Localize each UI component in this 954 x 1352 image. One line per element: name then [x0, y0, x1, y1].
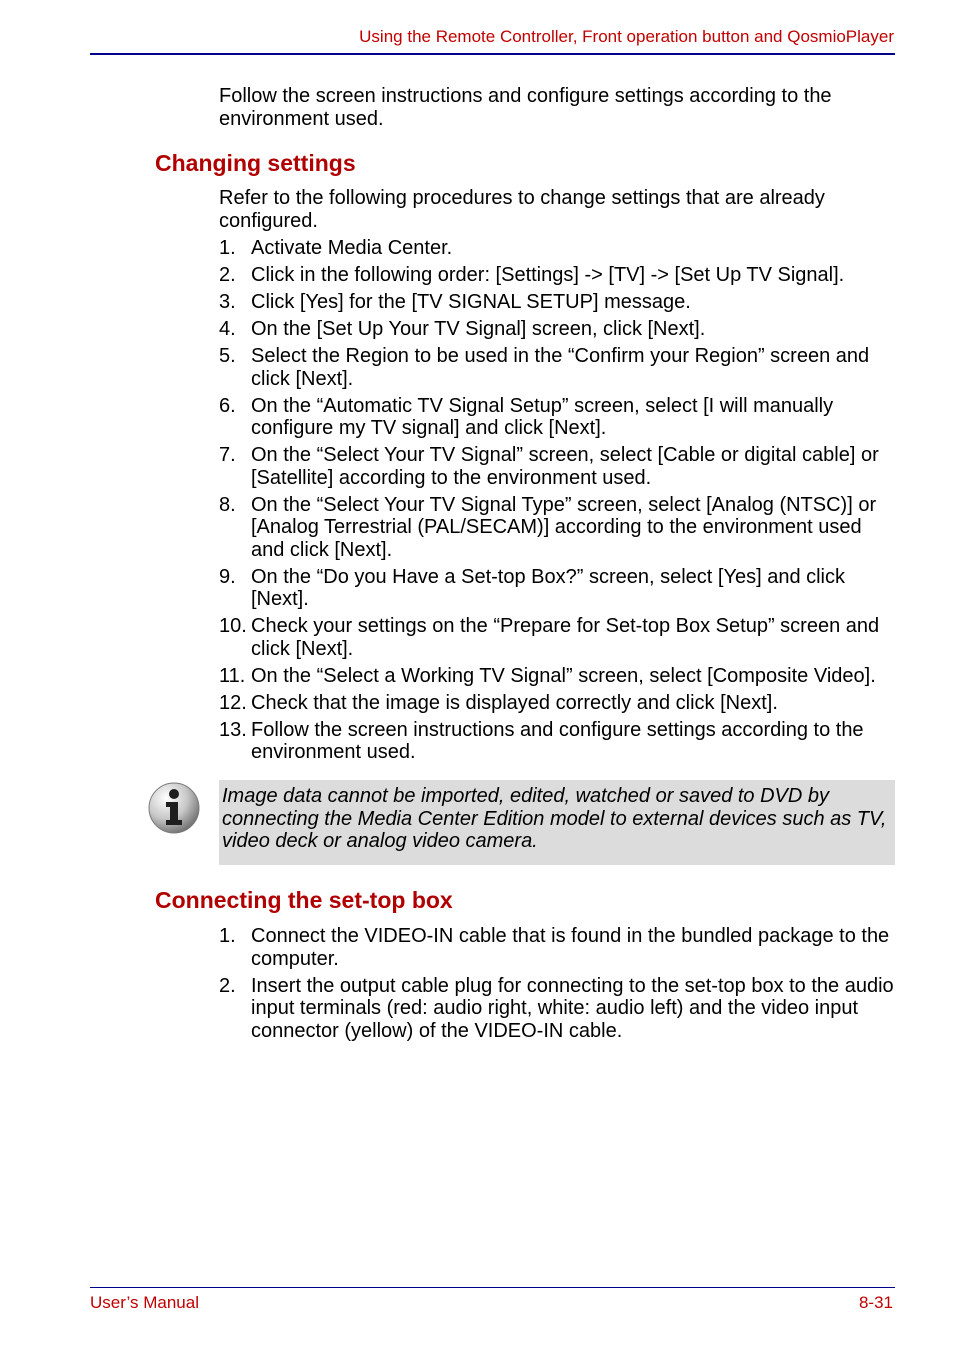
step-text: Select the Region to be used in the “Confirm your Region” screen and click [Next]. — [251, 345, 870, 390]
footer-rule — [90, 1287, 895, 1288]
heading-connecting-set-top-box: Connecting the set-top box — [155, 887, 453, 913]
info-icon — [147, 781, 201, 835]
list-item — [219, 692, 895, 715]
step-number: 4. — [219, 318, 236, 340]
running-header: Using the Remote Controller, Front operation button and QosmioPlayer — [359, 27, 894, 46]
step-number: 3. — [219, 291, 236, 313]
step-number: 2. — [219, 974, 236, 997]
step-text: Insert the output cable plug for connecting to the set-top box to the audio input terminals (red: audio right, white: audio left) and the video input connector (yellow) of the VIDEO-IN cable. — [251, 974, 894, 1042]
step-text: Check your settings on the “Prepare for Set-top Box Setup” screen and click [Next]. — [251, 615, 880, 660]
step-number: 5. — [219, 345, 236, 367]
step-text: On the [Set Up Your TV Signal] screen, click [Next]. — [251, 318, 706, 340]
list-item — [219, 615, 895, 660]
connecting-steps — [219, 925, 895, 1047]
step-text: Follow the screen instructions and configure settings according to the environment used. — [251, 718, 864, 763]
note-text: Image data cannot be imported, edited, watched or saved to DVD by connecting the Media Center Edition model to external devices such as TV, video deck or analog video camera. — [222, 785, 887, 852]
intro-paragraph: Follow the screen instructions and configure settings according to the environment used. — [219, 85, 832, 130]
list-item — [219, 237, 895, 260]
list-item — [219, 444, 895, 489]
step-number: 2. — [219, 264, 236, 286]
step-text: Click in the following order: [Settings] -> [TV] -> [Set Up TV Signal]. — [251, 264, 845, 286]
step-number: 9. — [219, 565, 236, 588]
step-text: Activate Media Center. — [251, 237, 453, 259]
heading-changing-settings: Changing settings — [155, 150, 356, 176]
step-number: 1. — [219, 925, 236, 947]
list-item — [219, 975, 895, 1043]
step-text: On the “Select a Working TV Signal” screen, select [Composite Video]. — [251, 664, 876, 687]
step-number: 6. — [219, 394, 236, 417]
page-number: 8-31 — [858, 1293, 893, 1312]
list-item — [219, 925, 895, 970]
list-item — [219, 494, 895, 562]
header-rule — [90, 53, 895, 55]
list-item — [219, 719, 895, 764]
step-text: On the “Do you Have a Set-top Box?” screen, select [Yes] and click [Next]. — [251, 565, 846, 610]
changing-settings-steps — [219, 237, 895, 768]
step-text: On the “Automatic TV Signal Setup” screen, select [I will manually configure my TV signal] and click [Next]. — [251, 394, 834, 439]
list-item — [219, 395, 895, 440]
list-item — [219, 345, 895, 390]
step-number: 10. — [219, 615, 247, 637]
step-number: 11. — [219, 664, 246, 687]
list-item — [219, 291, 895, 314]
step-text: On the “Select Your TV Signal” screen, select [Cable or digital cable] or [Satellite] according to the environment used. — [251, 444, 879, 489]
note-box — [219, 780, 895, 865]
list-item — [219, 264, 895, 287]
step-text: On the “Select Your TV Signal Type” screen, select [Analog (NTSC)] or [Analog Terrestrial (PAL/SECAM)] according to the environment used and click [Next]. — [251, 493, 877, 561]
step-number: 7. — [219, 444, 236, 466]
list-item — [219, 665, 895, 688]
step-number: 13. — [219, 718, 247, 741]
changing-settings-intro: Refer to the following procedures to change settings that are already configured. — [219, 187, 825, 232]
step-text: Click [Yes] for the [TV SIGNAL SETUP] message. — [251, 291, 691, 313]
step-number: 1. — [219, 237, 236, 259]
step-number: 8. — [219, 493, 236, 516]
list-item — [219, 566, 895, 611]
step-number: 12. — [219, 691, 247, 714]
list-item — [219, 318, 895, 341]
step-text: Check that the image is displayed correctly and click [Next]. — [251, 691, 778, 714]
step-text: Connect the VIDEO-IN cable that is found in the bundled package to the computer. — [251, 925, 890, 970]
footer-manual-title: User’s Manual — [90, 1293, 199, 1312]
